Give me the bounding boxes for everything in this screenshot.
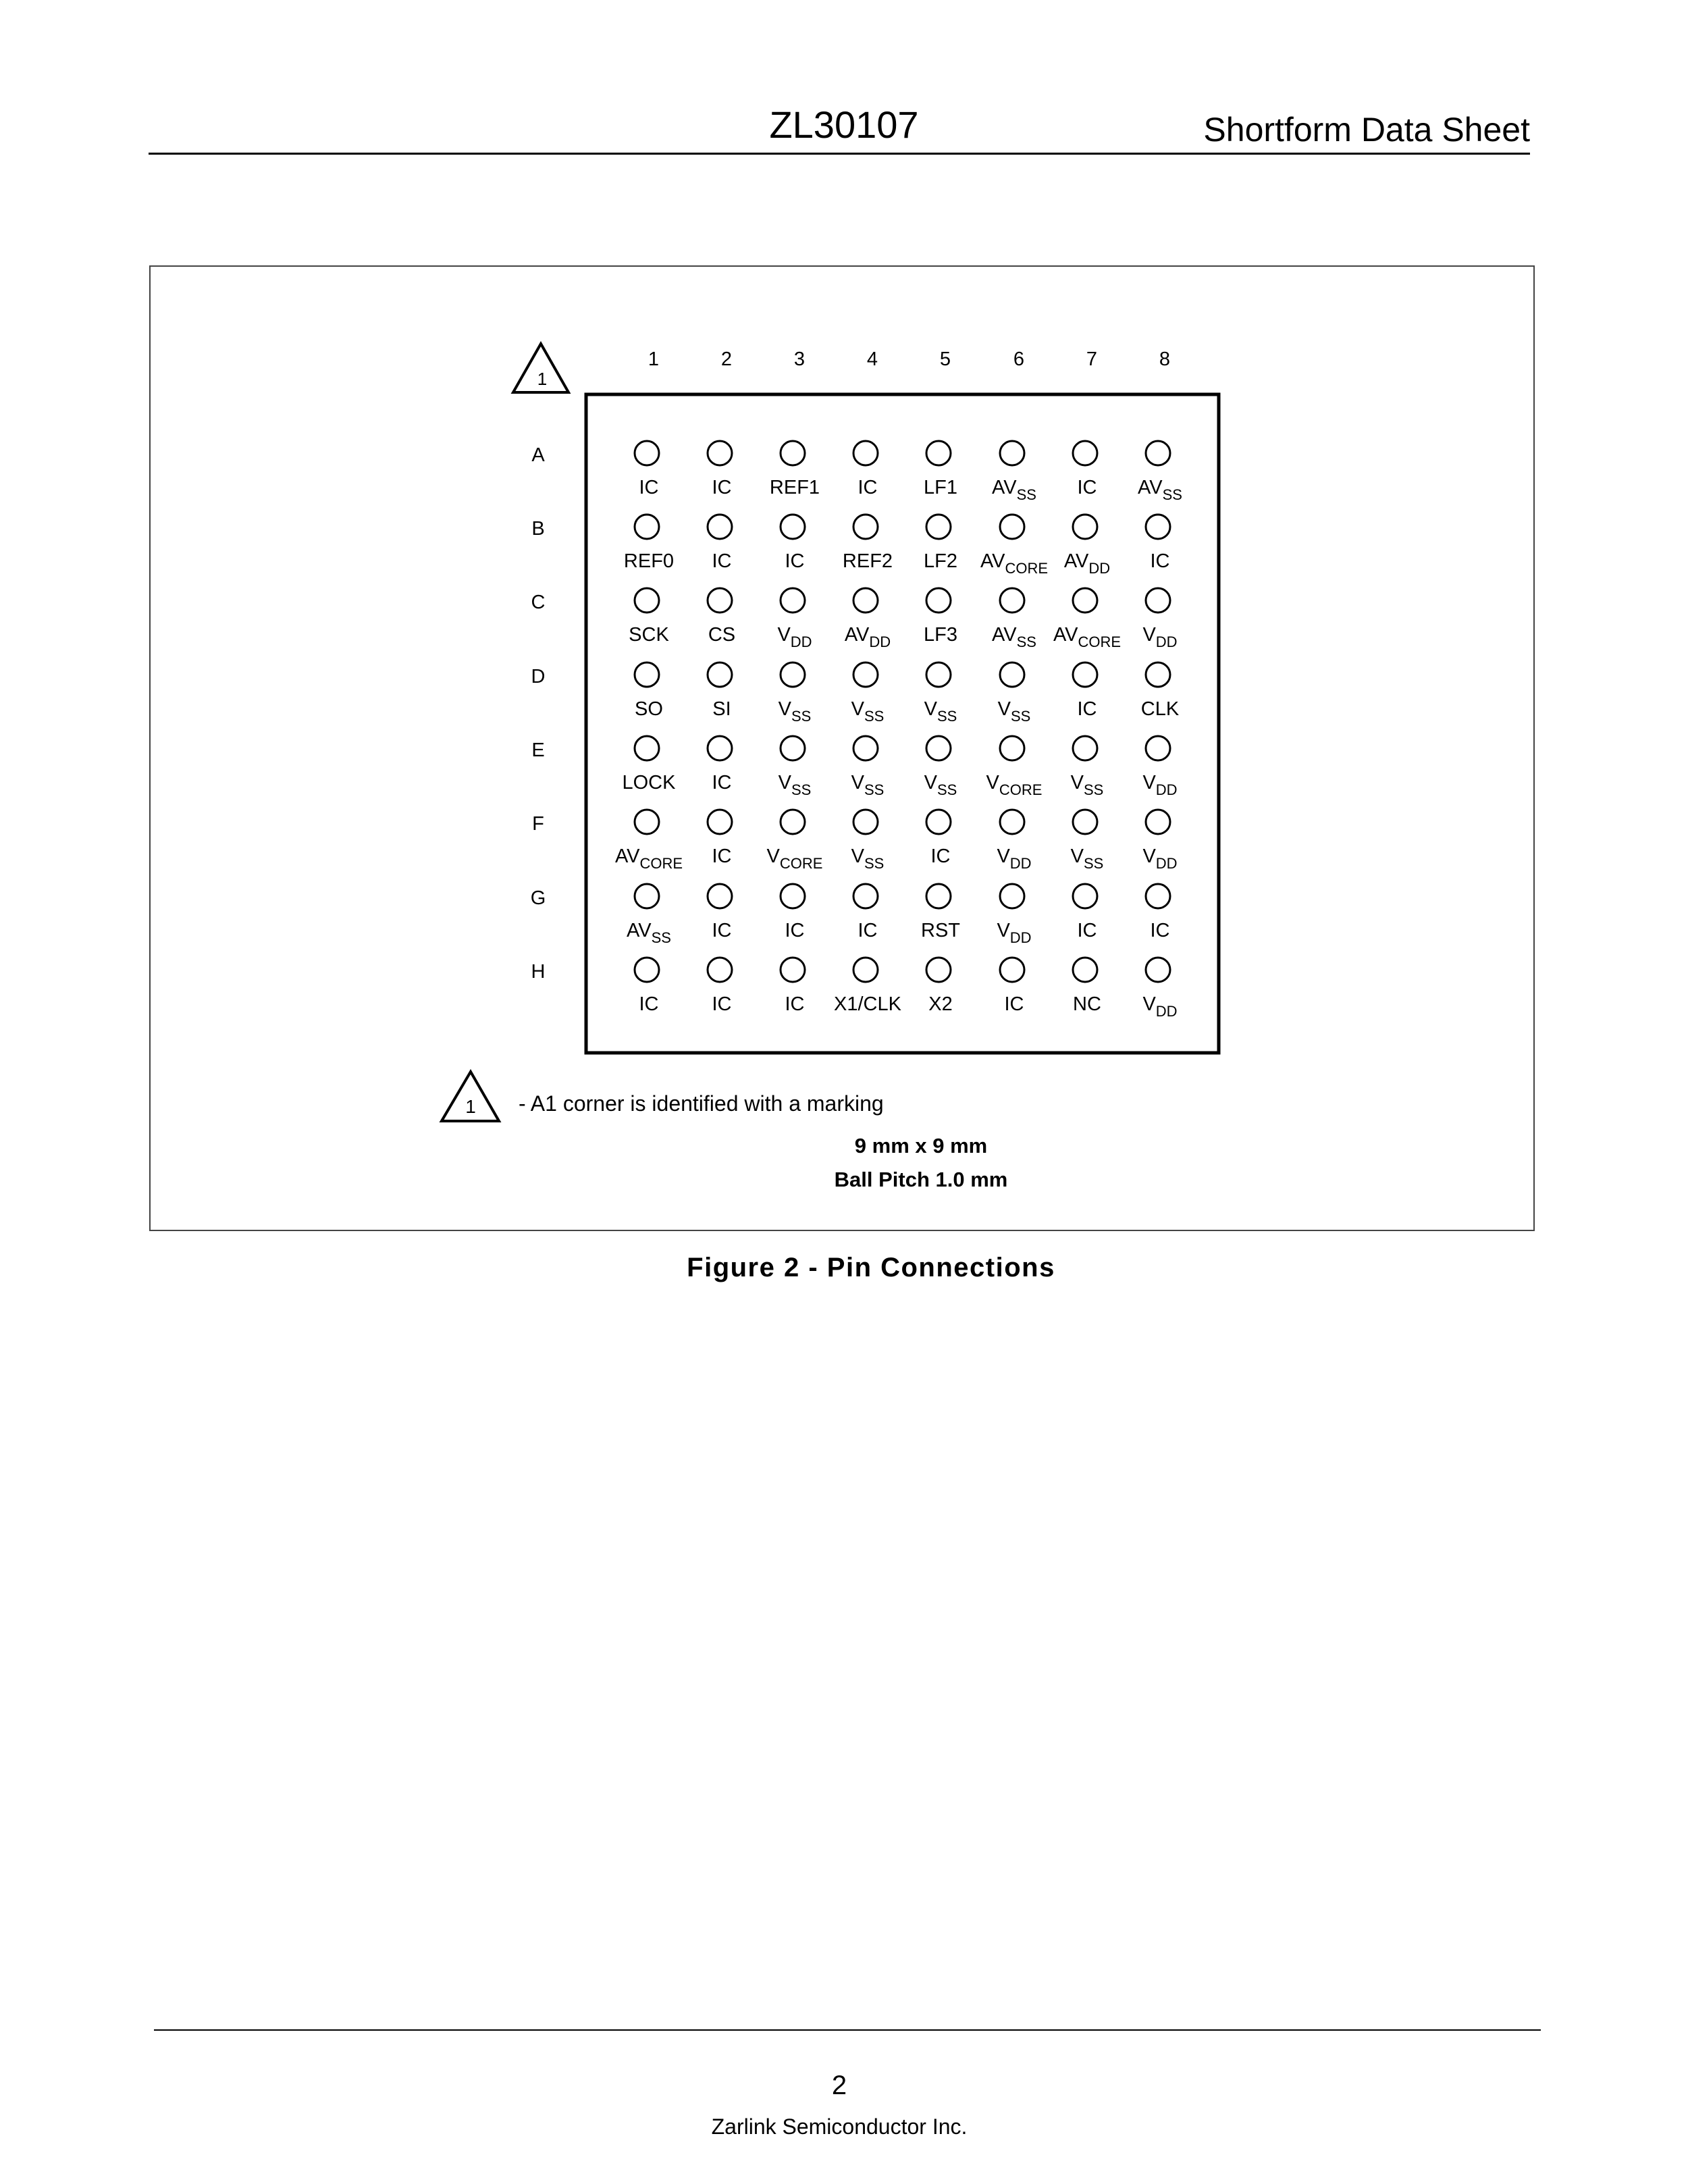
pin-ball xyxy=(1073,441,1097,465)
pin-label-main: AV xyxy=(1063,550,1089,572)
pin-label-main: V xyxy=(1070,846,1084,867)
column-header: 5 xyxy=(939,348,951,370)
pin-label-main: NC xyxy=(1073,993,1101,1015)
pin-label-subscript: DD xyxy=(1009,929,1032,946)
pin-ball xyxy=(635,588,659,613)
pin-label-subscript: SS xyxy=(1010,708,1031,725)
pin-label-main: V xyxy=(851,698,864,720)
pin-ball xyxy=(1073,884,1097,908)
pin-label-main: IC xyxy=(1077,698,1097,720)
package-outline xyxy=(586,394,1219,1053)
pin-ball xyxy=(635,736,659,760)
pin-label-main: V xyxy=(1070,772,1084,794)
pin-label xyxy=(708,624,735,646)
pin-label-main: V xyxy=(924,698,937,720)
pin-ball xyxy=(926,662,951,687)
pin-label xyxy=(770,477,820,498)
pin-ball xyxy=(635,441,659,465)
pin-label xyxy=(845,624,891,650)
pin-label xyxy=(858,920,878,941)
pin-label-main: V xyxy=(778,772,791,794)
pin-label-main: IC xyxy=(930,846,951,867)
pin-ball xyxy=(926,884,951,908)
pin-label-main: V xyxy=(1142,846,1156,867)
pin-ball xyxy=(1146,810,1170,834)
pin-ball xyxy=(1073,662,1097,687)
pin-label-subscript: SS xyxy=(1083,855,1104,872)
pin-label xyxy=(777,624,812,650)
pin-ball xyxy=(853,810,878,834)
pin-label xyxy=(712,772,732,794)
pin-label-subscript: DD xyxy=(1155,855,1178,872)
pin-label xyxy=(712,550,732,572)
pin-label-main: V xyxy=(997,920,1010,941)
pin-label xyxy=(1053,624,1121,650)
row-label: A xyxy=(531,444,545,466)
pin-label-subscript: SS xyxy=(791,708,812,725)
pin-label xyxy=(779,772,812,798)
pin-label xyxy=(712,477,732,498)
pin-ball xyxy=(781,736,805,760)
pin-label-subscript: SS xyxy=(937,781,957,798)
pin-label xyxy=(1142,993,1177,1020)
package-size: 9 mm x 9 mm xyxy=(854,1134,988,1158)
pin-ball xyxy=(635,884,659,908)
pin-label xyxy=(639,993,659,1015)
pin-label-main: V xyxy=(851,846,864,867)
pin-label xyxy=(924,477,957,498)
a1-marker-number: 1 xyxy=(537,369,548,389)
pin-label xyxy=(997,846,1031,872)
row-label: H xyxy=(531,961,546,983)
pin-label xyxy=(1078,477,1097,498)
pin-ball xyxy=(1146,662,1170,687)
pin-label-main: IC xyxy=(1077,920,1097,941)
pin-ball xyxy=(926,588,951,613)
pin-ball xyxy=(1073,958,1097,982)
pin-ball xyxy=(1000,958,1024,982)
pin-label xyxy=(858,477,878,498)
pin-label-main: RST xyxy=(921,920,960,941)
pin-label-main: AV xyxy=(1053,624,1078,646)
pin-ball xyxy=(1073,736,1097,760)
pin-label-subscript: SS xyxy=(864,781,885,798)
pin-ball xyxy=(1146,736,1170,760)
pin-ball xyxy=(635,662,659,687)
pin-label xyxy=(785,993,805,1015)
pin-ball xyxy=(1000,884,1024,908)
row-label: D xyxy=(531,666,546,687)
pin-label-main: REF0 xyxy=(623,550,675,572)
pin-label-main: V xyxy=(997,698,1011,720)
pin-label-main: IC xyxy=(785,993,805,1015)
pin-label-main: LF1 xyxy=(924,477,957,498)
pin-label xyxy=(851,846,885,872)
pin-label xyxy=(1142,624,1177,650)
row-label: G xyxy=(530,887,546,909)
pin-ball xyxy=(1000,662,1024,687)
row-labels xyxy=(531,444,546,983)
row-label: E xyxy=(531,739,545,761)
pin-label-main: AV xyxy=(980,550,1005,572)
pin-label-main: SO xyxy=(635,698,663,720)
pin-label xyxy=(924,624,957,646)
pin-label-subscript: DD xyxy=(1155,781,1178,798)
pin-label-main: LF3 xyxy=(924,624,957,646)
pin-label-main: IC xyxy=(712,772,732,794)
pin-label xyxy=(1078,698,1097,720)
pin-label-main: IC xyxy=(1077,477,1097,498)
pin-ball xyxy=(708,588,732,613)
pin-ball xyxy=(1073,810,1097,834)
pin-label xyxy=(615,846,683,872)
pin-label-main: V xyxy=(1142,993,1156,1015)
pin-label-main: AV xyxy=(844,624,870,646)
ball-pitch: Ball Pitch 1.0 mm xyxy=(834,1168,1008,1191)
pin-label-main: IC xyxy=(639,993,659,1015)
pin-label-main: X2 xyxy=(928,993,953,1015)
pin-label-main: IC xyxy=(712,550,732,572)
pin-ball xyxy=(708,958,732,982)
pin-label xyxy=(980,550,1048,577)
pin-label-subscript: CORE xyxy=(999,781,1043,798)
pin-label-subscript: CORE xyxy=(1005,560,1049,577)
pin-label-subscript: SS xyxy=(1016,486,1036,503)
pin-label-subscript: DD xyxy=(1088,560,1111,577)
pin-label xyxy=(785,550,805,572)
pin-label xyxy=(1151,920,1170,941)
pin-ball xyxy=(781,884,805,908)
pin-label-main: IC xyxy=(1150,550,1170,572)
pin-label-main: V xyxy=(1142,772,1156,794)
pin-label xyxy=(627,920,671,946)
column-header: 3 xyxy=(793,348,806,370)
pin-label xyxy=(851,698,885,725)
pin-ball xyxy=(1000,810,1024,834)
pin-ball xyxy=(853,736,878,760)
pin-ball xyxy=(1146,441,1170,465)
legend-marker-number: 1 xyxy=(465,1096,476,1117)
row-label: C xyxy=(531,592,546,613)
pin-ball xyxy=(1146,588,1170,613)
pin-ball xyxy=(1000,588,1024,613)
pin-label xyxy=(1064,550,1110,577)
pin-label xyxy=(1073,993,1101,1015)
pin-label-main: SI xyxy=(712,698,731,720)
pin-label xyxy=(931,846,951,867)
pin-label-main: IC xyxy=(858,920,878,941)
figure-caption: Figure 2 - Pin Connections xyxy=(687,1253,1055,1282)
pin-label-main: AV xyxy=(1138,477,1163,498)
pin-label-main: SCK xyxy=(629,624,669,646)
pin-label xyxy=(1142,846,1177,872)
pin-label-main: AV xyxy=(627,920,652,941)
pin-label-main: IC xyxy=(712,477,732,498)
pin-label-subscript: SS xyxy=(1083,781,1104,798)
pin-label-main: IC xyxy=(712,993,732,1015)
pin-ball xyxy=(708,736,732,760)
pin-label-main: CS xyxy=(708,624,736,646)
pin-ball xyxy=(926,736,951,760)
pin-label-subscript: SS xyxy=(937,708,957,725)
pin-ball xyxy=(926,810,951,834)
pin-ball xyxy=(1073,588,1097,613)
pin-label-subscript: SS xyxy=(1162,486,1182,503)
pin-label-subscript: CORE xyxy=(779,855,823,872)
pin-label xyxy=(928,993,952,1015)
pin-ball xyxy=(926,515,951,539)
pin-ball xyxy=(781,515,805,539)
pin-label-main: V xyxy=(924,772,937,794)
pin-ball xyxy=(853,662,878,687)
pin-label-subscript: DD xyxy=(869,633,891,650)
pin-ball xyxy=(853,588,878,613)
pin-ball xyxy=(708,662,732,687)
pin-label-main: CLK xyxy=(1140,698,1180,720)
pin-label xyxy=(997,920,1031,946)
pin-ball xyxy=(853,884,878,908)
pin-label-main: V xyxy=(777,624,791,646)
pin-label xyxy=(986,772,1043,798)
pin-ball xyxy=(635,515,659,539)
pin-label-main: V xyxy=(997,846,1010,867)
row-label: B xyxy=(531,518,545,540)
pin-label xyxy=(779,698,812,725)
pin-label xyxy=(1078,920,1097,941)
pin-ball xyxy=(1000,441,1024,465)
pin-ball xyxy=(1073,515,1097,539)
pin-label-subscript: SS xyxy=(651,929,671,946)
pin-ball xyxy=(926,441,951,465)
pin-label-main: IC xyxy=(1150,920,1170,941)
pin-label-main: IC xyxy=(858,477,878,498)
pin-label-subscript: DD xyxy=(1155,1003,1178,1020)
pin-label-main: IC xyxy=(785,920,805,941)
pin-ball xyxy=(853,958,878,982)
pin-ball xyxy=(708,441,732,465)
pin-label-main: LOCK xyxy=(622,772,676,794)
pin-label-subscript: SS xyxy=(1016,633,1036,650)
pin-label-subscript: CORE xyxy=(1078,633,1122,650)
legend xyxy=(442,1072,884,1121)
document-type: Shortform Data Sheet xyxy=(1203,111,1530,149)
pin-label-main: REF2 xyxy=(842,550,893,572)
column-header: 1 xyxy=(648,348,660,370)
pin-label xyxy=(851,772,885,798)
pin-label-subscript: SS xyxy=(791,781,812,798)
pin-label xyxy=(924,550,957,572)
pin-ball xyxy=(1000,515,1024,539)
pin-ball xyxy=(781,441,805,465)
pin-label-main: V xyxy=(986,772,999,794)
pin-label xyxy=(785,920,805,941)
pin-label xyxy=(998,698,1031,725)
pin-label-main: AV xyxy=(992,624,1017,646)
pin-label-main: REF1 xyxy=(769,477,820,498)
pin-label xyxy=(767,846,823,872)
pin-label xyxy=(992,624,1036,650)
pin-label xyxy=(623,772,677,794)
pin-label xyxy=(992,477,1036,503)
pin-label xyxy=(629,624,669,646)
pin-label xyxy=(843,550,893,572)
pin-label-main: V xyxy=(778,698,791,720)
pin-label xyxy=(921,920,960,941)
footer-rule xyxy=(154,2029,1541,2031)
pin-label xyxy=(924,772,957,798)
company-name: Zarlink Semiconductor Inc. xyxy=(711,2114,968,2139)
pin-ball xyxy=(781,958,805,982)
pin-label-main: AV xyxy=(992,477,1017,498)
pin-label-main: IC xyxy=(785,550,805,572)
pin-label-main: V xyxy=(1142,624,1156,646)
column-header: 7 xyxy=(1086,348,1098,370)
a1-marker-top xyxy=(513,344,569,392)
pin-ball xyxy=(853,515,878,539)
pin-label xyxy=(1138,477,1182,503)
pin-ball xyxy=(853,441,878,465)
pin-ball xyxy=(635,810,659,834)
pin-ball xyxy=(781,810,805,834)
pin-label-subscript: DD xyxy=(1009,855,1032,872)
pin-label xyxy=(1151,550,1170,572)
pin-label xyxy=(712,993,732,1015)
pin-label xyxy=(712,698,731,720)
document-title: ZL30107 xyxy=(769,103,919,146)
pin-ball xyxy=(1146,958,1170,982)
pin-label xyxy=(624,550,674,572)
pin-label-main: V xyxy=(851,772,864,794)
pin-label xyxy=(1071,846,1104,872)
pin-label-main: IC xyxy=(1004,993,1024,1015)
pin-label xyxy=(712,846,732,867)
column-header: 4 xyxy=(866,348,878,370)
pin-label-main: IC xyxy=(712,846,732,867)
pin-ball xyxy=(1146,884,1170,908)
legend-text: - A1 corner is identified with a marking xyxy=(519,1091,884,1116)
pin-ball xyxy=(708,884,732,908)
pin-ball xyxy=(635,958,659,982)
pin-label-subscript: SS xyxy=(864,855,885,872)
column-header: 2 xyxy=(720,348,733,370)
pin-label xyxy=(639,477,659,498)
pin-label-main: IC xyxy=(712,920,732,941)
pin-ball xyxy=(708,810,732,834)
pin-label xyxy=(635,698,663,720)
column-header: 8 xyxy=(1159,348,1171,370)
pin-label xyxy=(712,920,732,941)
pin-label xyxy=(1141,698,1180,720)
pin-label-main: X1/CLK xyxy=(834,993,901,1015)
pin-label-main: V xyxy=(766,846,780,867)
pin-ball xyxy=(926,958,951,982)
pin-ball xyxy=(781,588,805,613)
pin-label-subscript: CORE xyxy=(639,855,683,872)
pin-label xyxy=(1071,772,1104,798)
row-label: F xyxy=(532,813,544,835)
pin-label-subscript: DD xyxy=(1155,633,1178,650)
pin-label xyxy=(924,698,957,725)
pin-label-subscript: DD xyxy=(790,633,812,650)
pin-label-main: IC xyxy=(639,477,659,498)
pin-label-main: LF2 xyxy=(924,550,957,572)
column-header: 6 xyxy=(1013,348,1025,370)
pin-label xyxy=(1142,772,1177,798)
pin-ball xyxy=(1146,515,1170,539)
column-headers xyxy=(648,348,1170,370)
page-number: 2 xyxy=(831,2071,847,2100)
pin-label xyxy=(1005,993,1024,1015)
pin-ball xyxy=(708,515,732,539)
pin-label-subscript: SS xyxy=(864,708,885,725)
pin-ball xyxy=(1000,736,1024,760)
pin-label xyxy=(834,993,902,1015)
pin-ball xyxy=(781,662,805,687)
pin-label-main: AV xyxy=(614,846,640,867)
